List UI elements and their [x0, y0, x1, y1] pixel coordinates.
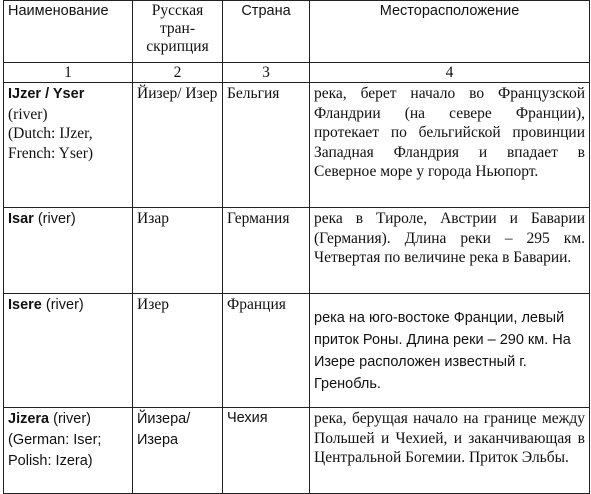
column-number-3: 3 [223, 63, 310, 83]
river-name-primary: Isar [8, 211, 34, 227]
table-row [4, 294, 590, 408]
description-cell: река в Тироле, Австрии и Баварии (Германия). Длина реки – 295 км. Четвертая по величине река в Баварии. [310, 208, 590, 294]
country-cell: Германия [223, 208, 310, 294]
river-name-suffix: (river) [41, 297, 84, 313]
transcription-cell: Йизера/ Изера [133, 408, 223, 494]
river-name-primary: IJzer [8, 86, 42, 102]
river-name-suffix: (river) [33, 211, 76, 227]
description-text: река на юго-востоке Франции, левый приток Роны. Длина реки – 290 км. На Изере расположен известный г. Гренобль. [314, 310, 571, 392]
description-cell [310, 294, 590, 408]
river-name-suffix: (river) [8, 105, 48, 123]
transcription-cell: Изер [133, 294, 223, 408]
river-name-note: (German: Iser; Polish: Izera) [8, 432, 102, 469]
header-country-text: Страна [241, 3, 291, 19]
header-name-text: Наименование [8, 3, 109, 19]
river-name-cell [4, 83, 133, 208]
table-row [4, 83, 590, 208]
column-number-row [4, 63, 590, 83]
river-name-cell [4, 208, 133, 294]
column-number-2: 2 [133, 63, 223, 83]
header-transcription [133, 1, 223, 63]
header-transcription-line1: Русская [151, 2, 204, 19]
river-name-secondary: Yser [52, 86, 85, 102]
river-name-primary: Isere [8, 297, 42, 313]
transcription-cell: Изар [133, 208, 223, 294]
header-location [310, 1, 590, 63]
river-name-note: (Dutch: IJzer, French: Yser) [8, 125, 94, 162]
transcription-cell: Йизер/ Изер [133, 83, 223, 208]
river-name-primary: Jizera [8, 411, 50, 427]
river-name-cell [4, 408, 133, 494]
header-transcription-line2: тран- [159, 20, 196, 37]
header-row [4, 1, 590, 63]
country-cell: Бельгия [223, 83, 310, 208]
header-location-text: Месторасположение [379, 3, 520, 19]
header-name [4, 1, 133, 63]
description-spacer [314, 295, 585, 307]
description-cell: река, берущая начало на границе между Польшей и Чехией, и заканчивающая в Центральной Богемии. Приток Эльбы. [310, 408, 590, 494]
river-name-cell [4, 294, 133, 408]
description-cell: река, берет начало во Французской Фландрии (на севере Франции), протекает по бельгийской провинции Западная Фландрия и впадает в Северное море у города Ньюпорт. [310, 83, 590, 208]
country-cell: Чехия [223, 408, 310, 494]
table-row [4, 408, 590, 494]
country-cell: Франция [223, 294, 310, 408]
header-transcription-line3: скрипция [146, 38, 209, 55]
column-number-1: 1 [4, 63, 133, 83]
rivers-table [3, 0, 590, 494]
table-row [4, 208, 590, 294]
column-number-4: 4 [310, 63, 590, 83]
header-country [223, 1, 310, 63]
river-name-separator: / [41, 86, 53, 102]
river-name-suffix: (river) [49, 411, 92, 427]
